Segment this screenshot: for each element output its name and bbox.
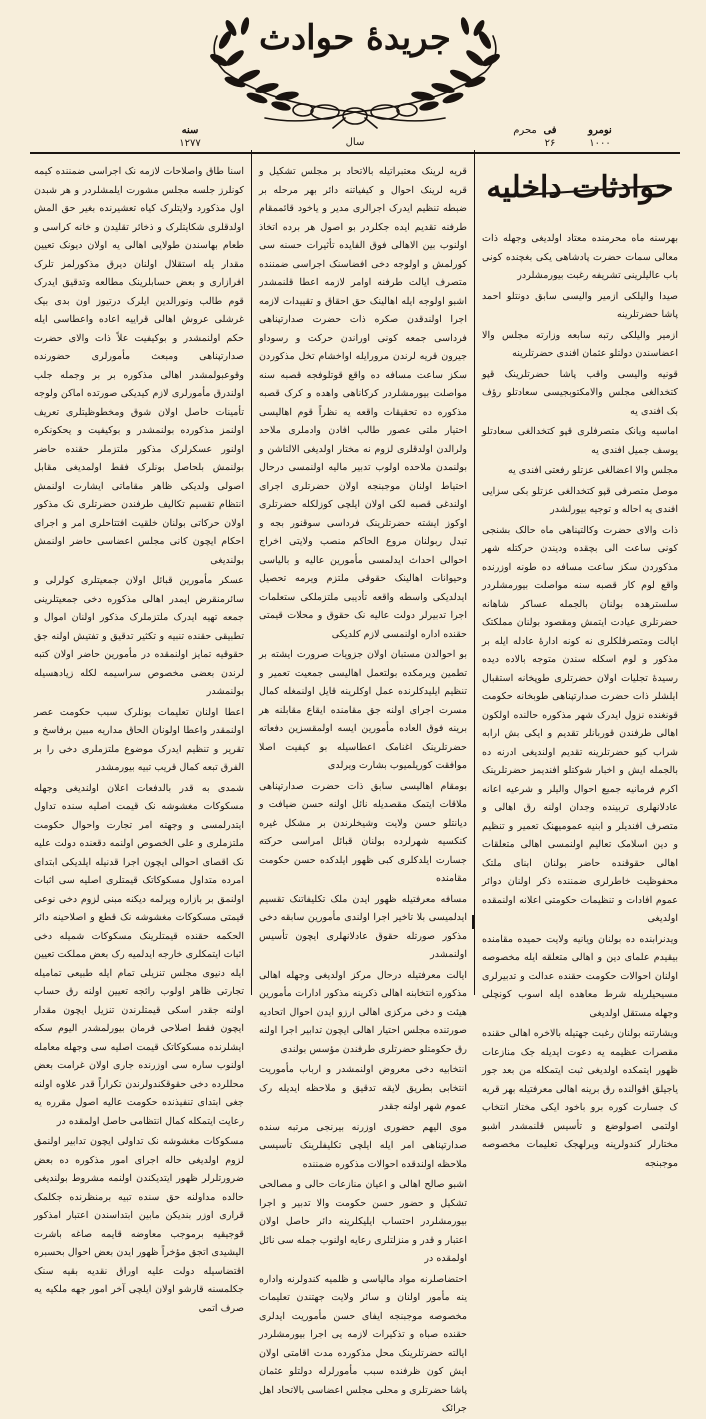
article-paragraph: بهرسنه ماه محرمنده معتاد اولدیغی وجهله ذات معالی سمات حضرت پادشاهی یکی بغچنده کونی باب عالیلرینی تشریفه رغبت بیورمشلردر: [482, 233, 678, 281]
year-value: ۱۲۷۷: [179, 138, 201, 149]
article-paragraph: انتخابیه دخی معروض اولنمشدر و ارباب مأموریت انتخابی بطریق لایقه تدقیق و ملاحظه ایدیله رک عموم شهر اولنه جقدر: [259, 1064, 467, 1112]
date-day-block: [535, 124, 565, 150]
column-divider-left: [251, 150, 252, 995]
article-paragraph: مسافه معرفتیله ظهور ایدن ملک تکلیفاتنک تقسیم ایدلمیسی بلا تاخیر اجرا اولندی مأمورین سابقه دخی مذکور صورتله حقوق عادلانهلری ایچون تأسیس اولنمشدر: [259, 893, 467, 960]
issue-number: ۱۰۰۰: [589, 138, 611, 149]
article-paragraph: ازمیر والیلکی رتبه سابعه وزارته مجلس والا اعضاسندن دولتلو عثمان افندی حضرتلرینه: [482, 329, 678, 359]
article-paragraph: ویدنرابنده ده بولنان ویانیه ولایت حمیده مقامنده بیقیدم علمای دین و اهالی متعلقه ایله مخصوصه اولنان احوالات حکومت حقنده عدالت و تدبیرلری مسیحیلریله شرط معاهده ایله اسوب کونچلی وجهله مستقل اولدیغی: [482, 933, 678, 1019]
weekday-label: سال: [345, 137, 365, 148]
article-paragraph: احتضاصلرنه مواد مالیاسی و ظلمیه کندولرنه واداره ینه مأمور اولنان و سائر ولایت جهتندن تعلیمات مخصوصه موجبنجه ایفای حسن مأموریت ایدلری حقنده صباه و تذکیرات لازمه یی اجرا بیورمشلردر ایالته حضرتلرینک محل مذکورده مدت اقامتی اولان ایش کون ظرفنده سبب مأمورلرله دولتلو عثمان پاشا حضرتلری و محلی مجلس اعضاسی بالاتحاد اهل جرائک: [259, 1273, 467, 1414]
article-paragraph: بو احوالدن مستبان اولان جزویات صرورت ایشته بر تطمین ویرمکده بولتعمل اهالیسی جمعیت تعمیر و تنظیم ایلیدکلرنده عمل اوکلرینه قایل اولنمغله کمال مسرت اجرای اولنه جق مقامنده ایقاع مقابلنه هر برینه فوق العاده مأمورین ایسه اولمقسزین دفعاته حضرتلرینک اغنامک اعطاسیله بو کیفیت اصلا موافقت کوریلمیوب بشارت ویرلدی: [259, 649, 467, 771]
divider-mark: [472, 915, 474, 929]
date-month: محرم: [513, 125, 537, 136]
article-paragraph: مجلس والا اعضالغی عزتلو رفعتی افندی یه: [507, 465, 678, 476]
issue-label: نومرو: [588, 125, 612, 136]
newspaper-title: جریدهٔ حوادث: [259, 18, 451, 58]
article-paragraph: موی الیهم حضوری اوزرنه بیرنجی مرتبه سنده صدارتپناهی امر ایله ایلچی تکلیفلرینک تأسیسی ملاحظه اولندقده احوالات مذکوره ضمننده: [259, 1121, 467, 1170]
article-paragraph: ذات والای حضرت وکالتپناهی ماه حالک بشنجی کونی ساعت الی بچقده ودیندن حرکتله شهر مذکوردن سکز ساعت مسافه ده طونه اوزرنده واقع لوم کار قصبه سنه مواصلت بیورمشلردر سلسترهده بولنان بالجمله عساکر شاهانه حضرتلری عیادت ایتمش ومقصود بولنان مملکتک ایالت ومتصرفلکلری نه کونه ادارهٔ عادله ایله بر مذکور و لوم اسکله سندن متوجه بالاده دیده رسیدهٔ تجلیات اولان حضرتلری طوپخانه استقبال ایلشلر ذات حضرت صدارتپناهی طوبخانه حکومت قونغنده نزول ایدرک شهر مذکوره حالنده اولکون اهالی طرفندن قوربانلر تقدیم و ایکی بش ارابه شراب کیو حضرتلرینه تقدیم اولندیغی ادرنه ده بالجمله ایش و اخبار شوکتلو افندیمز حضرتلرینک اکرم فرمانیه جمیع احوال والیلر و شرعیه اعانه عادلانهلری تربینده وجدان اولنه رق اهالی و متصرف افندیلر و ابنیه عمومیهنک تعمیر و تنظیم و دین اسلامک تعالیم اولنمسی اهالی متعلقات اهالی حقوقنده حاضر بولنان ابنای ملتک محفوظیت خاطرلری ضمننده ذکر اولنان دوائر عموم افادات و تنظیمات حکومتی اعلانه اولنمقده اولدیغی: [482, 524, 678, 924]
article-paragraph: قونیه والیسی واقب پاشا حضرتلرینک قپو کتخدالغی مجلس والامکتوبجیسی سعادتلو رؤف بک افندی یه: [482, 368, 678, 417]
section-heading-domestic-news: حوادثات داخلیه: [482, 164, 678, 212]
article-paragraph: مسکوکات مغشوشه نک تداولی ایچون تدابیر اولنمق لزوم اولدیغی حاله اجرای امور مذکوره ده بعض ضرورتلرلر ظهور ایتدیکندن اولنمه مشروط بولندیغی حالده مداولنه حق سنده تبیه برمنظرنده جکلمک قراری اوزر بندیکن مابین ابتداسندن اعتبار امذکور قوجیقیه برموجب معاوضه قایمه صاغه باشرت الیشیدی اتجق مؤخراً ظهور ایدن بعض احوال بحسبره اقتضاسیله دولت علیه اوراق نقدیه بقیه سنک جکلمسنه قارشو اولان ایلچی آخر امور جهه ملکیه یه صرف اتمی: [34, 1136, 244, 1314]
column-right: [482, 156, 678, 1169]
article-paragraph: موصل متصرفی قپو کتخدالغی عزتلو بکی سزایی افندی یه احاله و توجیه بیورلشدر: [482, 485, 678, 515]
article-paragraph: اعطا اولنان تعلیمات بونلرک سبب حکومت عصر اولنمقدر واعطا اولونان الحاق مداریه مبین برفاسخ و تقریر و تنظیم ایدرک موضوع ملتزملری دخی را بر الفرق تبعه کمال قریب تبیه بیورمشدر: [34, 706, 244, 773]
date-day: ۲۶: [544, 138, 556, 149]
column-middle: [259, 163, 467, 1414]
date-prefix: فی: [543, 125, 557, 136]
weekday-block: [335, 136, 375, 149]
article-paragraph: صیدا والیلکی ازمیر والیسی سابق دونتلو احمد پاشا حضرتلرینه: [482, 290, 678, 320]
article-paragraph: اشبو صالح اهالی و اعیان منازعات حالی و مصالحی تشکیل و حضور حسن حکومت والا تدبیر و اجرا بیورمشلردر احتساب ایلیکلرینه دائر حاصل اولان اعتبار و قدر و منزلتلری رعایه اولنوب جمله سی نائل اولمقده در: [259, 1179, 467, 1264]
article-paragraph: قریه لرینک معتبراتیله بالاتحاد بر مجلس تشکیل و قریه لرینک احوال و کیفیاتنه دائر بهر مرحله بر ضبطه تنظیم ایدرک اجرالری مدیر و یاخود قائممقام طرفنه تقدیم ایده جکلردر بو اصول هر برده اتخاذ اولنوب بین الاهالی فوق الفایده تأثیرات حسنه سی کورلمش و اولوجه دخی افضاسنک اجراسی ضمننده متصرف ایالت طرفنه اوامر لازمه اعطا قلنمشدر اشبو اولوجه ایله اهالینک حق احقاق و تقییدات لازمه اجرا اولندقدن صکره ذات حضرت صدارتپناهی فرداسی جمعه کونی اوراندن حرکت و رسوداو جیرون قریه لرندن مرورایله اواخشام تخل مذکوردن سکز ساعت مسافه ده واقع قوتلوفجه قصبه سنه مواصلت بیورمشلردر کرکاناهی واهده و کرک قصبه مذکوره ده تحقیقات واقعه یه نظراً قوم اهالیسی احتیار ملتی عصور طالب افادن وادملری ملاحد ولرالدن اولدقلری لزوم نه مختار اولدیغی الالتاشن و بولنمدن ملاحده اولوب تدبیر مالیه اولنمسی درحال احتیاط اولنان موجبنجه اولان حضرتلری اجرای اولندغی قصبه لکی اولان ایلچی کوزلکله حضرتلری اوکوز ایشته حضرتلرینک فرداسی سوقنور بجه و تبدل ربولنان مروع الحاکم منصب ولایتی اخراج احوالی احداث ایدلمسی مأمورین عالیه و بالیاسی وحیوانات اهالینک حقوقی ملتزم ویرمه تحصیل ایدلدیکی واسطه واقعه تأدیبی ملتزملکی ستعلمات اجرا تدبیرلر دولت عالیه نک حقوق و محلات قیمتی حقنده اداره اولنمسی لازم کلدیکی: [259, 166, 467, 640]
article-paragraph: اسنا طاق واصلاحات لازمه نک اجراسی ضمننده کیمه کونلرز جلسه مجلس مشورت ایلمشلردر و هر شبدن اول مذکورد ولایتلرک کیاه تعشیرنده بغیر حق المش اولدقلری شکایتلرک و ذخائر تقلیدن و خانه کراسی و طعام بهاسندن طولایی اهالی یه اولان دیونک تعیین مقدار یله استقلال اولنان دیرق مذکورلمز تلرک افرازاری و بعض حسابلرینک مطالعه وتدقیق ایدرک قوم طالب ونورالدین ایلرک درتیوز اون بدی بیک غرشلی عروش اهالی قراییه اعاده واعطاسی ایله حکم اولنمشدر و بوکیفیت علاً ذات والای حضرت صدارتپناهی ومبعث مأمورلری حضورنده وقوعبولمشدر اهالی مذکوره بر بر وجمله جلب اولندرق مأمورلری لازم کیدیکی صورتده اماکن ولوجه تأمینات حاصل اولان شوق ومخطوظیتلری تعریف اولنمز مذکورده بولنمشدر و بوکیفیت و یحکونکره اولنور عسکرلرک مذکور ملتزملر حقنده حاضر بولنمش بلحاصل بونلرک فقط اولمدیغی مقابل اصولی ولدیکی ظاهر مقاماتی ایشارت اولنمش انتظام تقسیم تکالیف طرفندن حضرتلری نک مذکور اولان حرکاتی بولنان خلقیت افتتاحلری امر و اجرای احکام ایچون کانی مجلس اعضاسی حاضر اولنمش بولندیغی: [34, 166, 244, 566]
article-paragraph: شمدی به قدر بالدفعات اعلان اولندیغی وجهله مسکوکات مغشوشه نک قیمت اصلیه سنده تداول ایتدرلمسی و وجهته امر تجارت واحوال حکومت ملتزملری و علی الخصوص اولنمه دقعنده دولت علیه نک اقصای احوالی ایچون اجرا قدنیله ایلدیکی ابتدای امرده متداول مسکوکاتک قیمتلری اصلیه سی اثبات اولنمق بر بازاره ویرلمه دیکنه مبنی لزوم دخی نوعی قیمتی مسکوکات مغشوشه نک قطع و اصلاحینه دائر الحکمه حقنده قیمتلرینک مسکوکات شمیله دخی اثبات ایتمکلری خارجه ایدلمیه رک بعض مملکت تعیین ایله دنیوی مجلس تنزیلی تمام ایله طبیعی تمامیله تجارتی ظاهر اولوب رائجه تعیین اولنه رق حساب اولنه جقدر اسکی قیمتلرندن تنزیل ایچون مقدار ایچون فقط اصلاحی فرمان بیورلمشدر الیوم سکه ایشلرنده مسکوکاتک قیمت اصلیه سی وجهله معامله اولنوب ساره سی اوزرنده جاری اولان غرامت بعض محللرده دخی حقوقکندولرندن تکراراً قدر علاوه اولنه جغی ابتدای تنفیذنده حکومت عالیه اصول مقرره یه رعایت ایتمکله کمال انتظامی حاصل اولمقده در: [34, 782, 244, 1127]
article-paragraph: ایالت معرفتیله درحال مرکز اولدیغی وجهله اهالی مذکوره انتخابنه اهالی ذکرینه مذکور ادارات مأمورین هیئت و دخی مرکزی اهالی ارزو ایدن احوال اتحادیه صورتنده مجلس احتیار اهالی ایچون تدابیر اجرا اولنه رق حکومتلو حضرتلری طرفندن مؤسس بولندی: [259, 969, 467, 1055]
header-rule: [30, 152, 680, 154]
year-block: [170, 124, 210, 150]
article-paragraph: عسکر مأمورین قبائل اولان جمعیتلری کولرلی و سائرمنقرض ایمدر اهالی مذکوره دخی جمعیتلرینی جمعه تهیه ایدرک ملتزملرک مذکور اولنان اموال و تطبیقی حقنده تنبیه و تکثیر تدقیق و تفتیش اولنه جق حقوقیه تمایز اولنمقده در مأمورین حاضر اولان کتبه لرندن بعضی مخصوص سراسیمه لکله زیادهسیله بولنمشدر: [34, 575, 244, 697]
article-paragraph: بومقام اهالیسی سابق ذات حضرت صدارتپناهی ملاقات ایتمک مقصدیله نائل اولنه حسن ضیافت و دیانتلو حسن ولایت وشیخلرندن بر مشکل غیره کنکسیه شهرلرده بولنان قبائل امراسی حرکته جسارت ایلدکلری کبی ظهور ایلدکده حسن حکومت مقامنده: [259, 780, 467, 884]
issue-block: [578, 124, 622, 150]
article-paragraph: اماسیه ویانک متصرفلری قپو کتخدالغی سعادتلو یوسف جمیل افندی یه: [482, 426, 678, 456]
article-paragraph: ویشارتنه بولنان رغبت جهتیله بالاخره اهالی حقنده مقصرات عظیمه یه دعوت ایدیله جک منازعات ظهور ایتمکده اولدیغی ثبت ایتمکله من بعد جور یاجیلق اقوالنده رق برینه اهالی معرفتیله بهر قریه ک جسارت کوره برو باخود ایکی مختار انتخاب اولتمی اصولوضع و تأسیس قلنمشدر اشبو مختارلر کندولرینه ویرلهجک تعلیمات مخصوصه موجبنجه: [482, 1028, 678, 1169]
year-label: سنه: [181, 125, 199, 136]
column-left: [34, 163, 244, 1314]
column-divider-right: [474, 150, 475, 995]
masthead: [205, 0, 505, 128]
